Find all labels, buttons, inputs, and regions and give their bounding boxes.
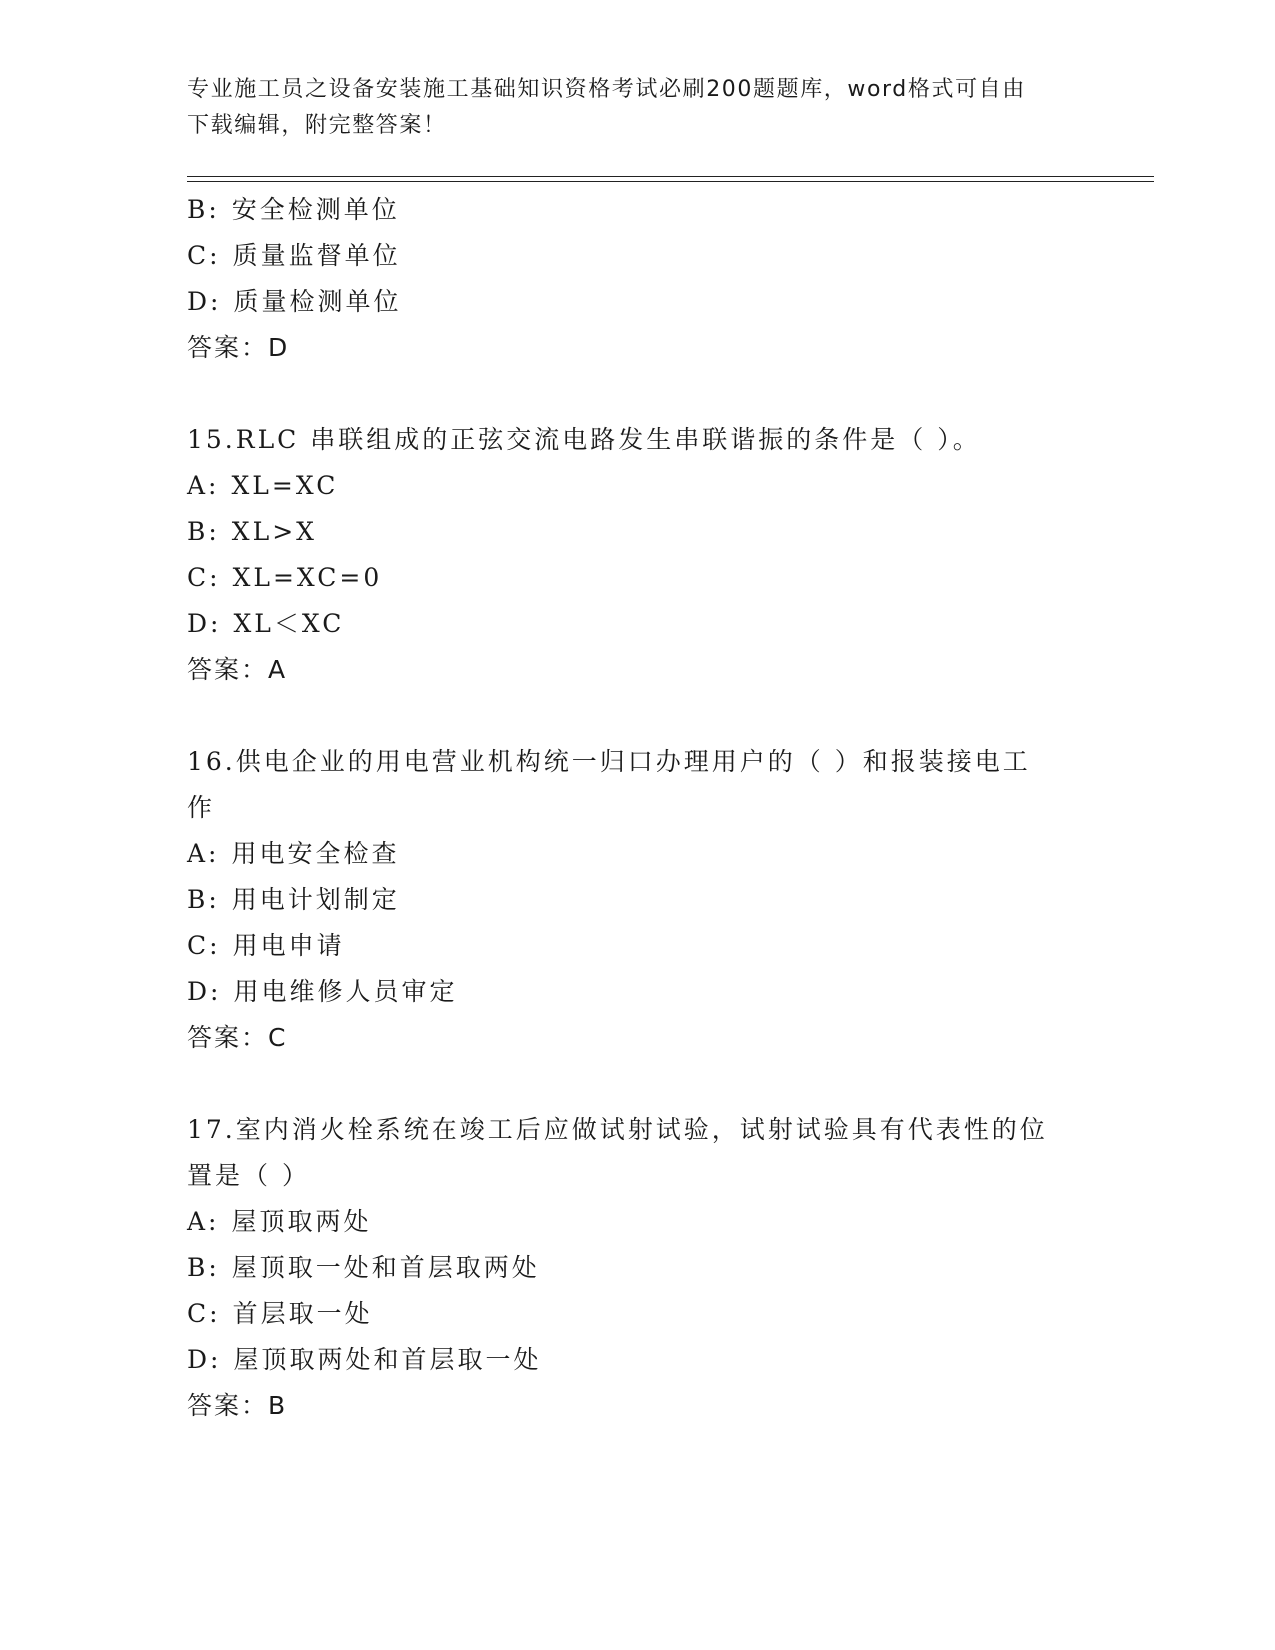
spacer xyxy=(187,371,1087,417)
option-b xyxy=(187,509,1087,555)
option-letter: C: xyxy=(187,241,221,270)
answer-line: 答案：D xyxy=(187,333,290,362)
question-15 xyxy=(187,417,1087,693)
answer-line: 答案：B xyxy=(187,1391,288,1420)
question-stem: 16.供电企业的用电营业机构统一归口办理用户的（ ）和报装接电工 xyxy=(187,747,1031,776)
option-text: 质量监督单位 xyxy=(232,241,401,270)
option-a xyxy=(187,1199,1087,1245)
option-text: 屋顶取一处和首层取两处 xyxy=(231,1253,540,1282)
option-d xyxy=(187,279,1087,325)
option-text: 用电申请 xyxy=(232,931,345,960)
option-b xyxy=(187,187,1087,233)
option-text: 用电计划制定 xyxy=(231,885,400,914)
option-text: XL=XC xyxy=(231,471,339,500)
option-letter: A: xyxy=(187,839,220,868)
option-text: 用电维修人员审定 xyxy=(233,977,458,1006)
option-c xyxy=(187,555,1087,601)
option-b xyxy=(187,1245,1087,1291)
question-list xyxy=(187,187,1087,1429)
option-letter: C: xyxy=(187,931,221,960)
header-line-2: 下载编辑，附完整答案！ xyxy=(187,113,447,138)
option-c xyxy=(187,1291,1087,1337)
option-letter: A: xyxy=(187,471,220,500)
option-letter: B: xyxy=(187,885,220,914)
answer-line: 答案：C xyxy=(187,1023,288,1052)
question-stem: 15.RLC 串联组成的正弦交流电路发生串联谐振的条件是（ ）。 xyxy=(187,425,981,454)
document-header xyxy=(187,72,1067,144)
option-text: 质量检测单位 xyxy=(233,287,402,316)
option-d xyxy=(187,1337,1087,1383)
header-line-1: 专业施工员之设备安装施工基础知识资格考试必刷200题题库，word格式可自由 xyxy=(187,77,1026,102)
question-16 xyxy=(187,739,1087,1061)
header-divider-top xyxy=(187,176,1154,177)
option-c xyxy=(187,923,1087,969)
option-d xyxy=(187,969,1087,1015)
option-text: XL=XC=0 xyxy=(232,563,383,592)
option-letter: B: xyxy=(187,1253,220,1282)
question-stem-continued: 作 xyxy=(187,793,216,822)
option-text: 屋顶取两处 xyxy=(231,1207,372,1236)
option-text: 用电安全检查 xyxy=(231,839,400,868)
option-text: XL>X xyxy=(231,517,317,546)
option-text: 首层取一处 xyxy=(232,1299,373,1328)
option-c xyxy=(187,233,1087,279)
option-letter: B: xyxy=(187,517,220,546)
option-text: 安全检测单位 xyxy=(231,195,400,224)
header-divider-bottom xyxy=(187,181,1154,182)
option-letter: C: xyxy=(187,563,221,592)
option-letter: D: xyxy=(187,609,222,638)
option-letter: D: xyxy=(187,977,222,1006)
option-letter: B: xyxy=(187,195,220,224)
option-letter: D: xyxy=(187,1345,222,1374)
option-letter: D: xyxy=(187,287,222,316)
option-text: 屋顶取两处和首层取一处 xyxy=(233,1345,542,1374)
option-a xyxy=(187,831,1087,877)
option-letter: C: xyxy=(187,1299,221,1328)
option-d xyxy=(187,601,1087,647)
spacer xyxy=(187,1061,1087,1107)
spacer xyxy=(187,693,1087,739)
option-b xyxy=(187,877,1087,923)
option-a xyxy=(187,463,1087,509)
option-text: XL＜XC xyxy=(233,609,345,638)
question-stem: 17.室内消火栓系统在竣工后应做试射试验，试射试验具有代表性的位 xyxy=(187,1115,1048,1144)
question-17 xyxy=(187,1107,1087,1429)
question-continued xyxy=(187,187,1087,371)
answer-line: 答案：A xyxy=(187,655,288,684)
question-stem-continued: 置是（ ） xyxy=(187,1161,310,1190)
option-letter: A: xyxy=(187,1207,220,1236)
